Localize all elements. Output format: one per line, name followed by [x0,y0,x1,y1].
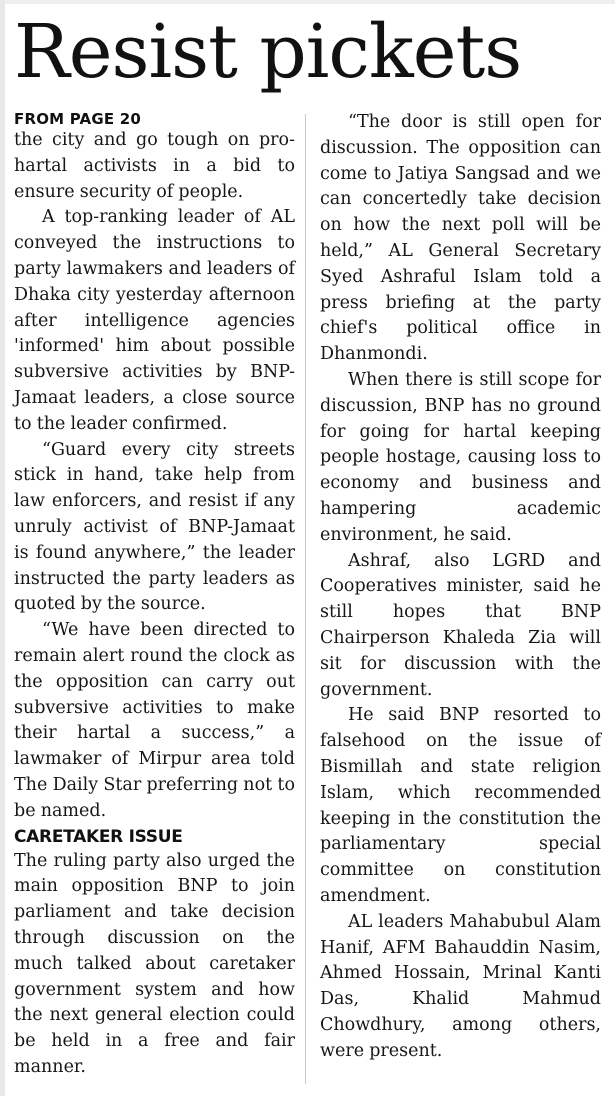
body-paragraph: A top-ranking leader of AL conveyed the instructions to party lawmakers and leaders of Dhaka city yesterday afternoon after intelligence agencies 'informed' him about possible subversive activities by BNP-Jamaat leaders, a close source to the leader confirmed. [14,207,295,434]
left-column [14,110,295,1081]
body-paragraph: “We have been directed to remain alert round the clock as the opposition can carry out subversive activities to make their hartal a success,” a lawmaker of Mirpur area told The Daily Star preferring not to be named. [14,620,295,821]
right-column [320,110,601,1064]
body-paragraph: Ashraf, also LGRD and Cooperatives minister, said he still hopes that BNP Chairperson Khaleda Zia will sit for discussion with the government. [320,550,601,700]
body-paragraph: “The door is still open for discussion. The opposition can come to Jatiya Sangsad and we can concertedly take decision on how the next poll will be held,” AL General Secretary Syed Ashraful Islam told a press briefing at the party chief's political office in Dhanmondi. [320,112,601,365]
body-paragraph: AL leaders Mahabubul Alam Hanif, AFM Bahauddin Nasim, Ahmed Hossain, Mrinal Kanti Das, Khalid Mahmud Chowdhury, among others, were present. [320,911,601,1061]
page-edge-left [0,0,5,1096]
jump-line: FROM PAGE 20 [14,110,141,128]
subheading: CARETAKER ISSUE [14,826,183,847]
body-paragraph: The ruling party also urged the main opposition BNP to join parliament and take decision through discussion on the much talked about caretaker government system and how the next general election could be held in a free and fair manner. [14,850,295,1077]
headline: Resist pickets [14,9,522,95]
body-paragraph: When there is still scope for discussion, BNP has no ground for going for hartal keeping people hostage, causing loss to economy and business and hampering academic environment, he said. [320,369,601,545]
body-paragraph: He said BNP resorted to falsehood on the issue of Bismillah and state religion Islam, which recommended keeping in the constitution the parliamentary special committee on constitution amendment. [320,705,601,906]
body-paragraph: the city and go tough on prohartal activists in a bid to ensure security of people. [14,130,295,202]
column-divider [305,114,306,1084]
body-paragraph: “Guard every city streets stick in hand, take help from law enforcers, and resist if any unruly activist of BNP-Jamaat is found anywhere,” the leader instructed the party leaders as quoted by the source. [14,439,295,615]
